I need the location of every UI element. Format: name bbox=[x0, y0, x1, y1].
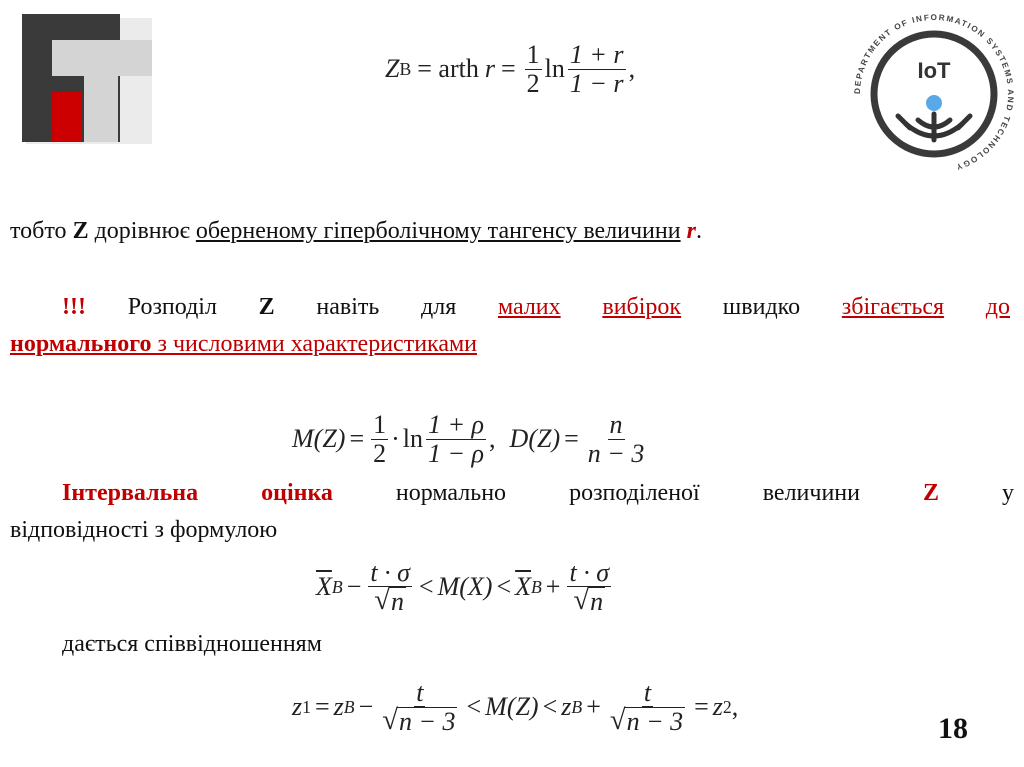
svg-text:IoT: IoT bbox=[917, 58, 951, 83]
text-para-interval-line2: відповідності з формулою bbox=[10, 517, 278, 543]
page-number: 18 bbox=[938, 712, 968, 745]
svg-text:DEPARTMENT OF INFORMATION SYST: DEPARTMENT OF INFORMATION SYSTEMS AND TECHNOLOGY bbox=[852, 12, 1016, 172]
formula-moments: M(Z) = $\frac{1}{2}$ · ln $\frac{1 + \rho}{1 - \rho}$ , D(Z) = $\frac{n}{n - 3}$ bbox=[292, 410, 645, 468]
text-line-arth-meaning: тобто Z дорівнює оберненому гіперболічному тангенсу величини r. bbox=[10, 218, 702, 244]
text-line-relation: дається співвідношенням bbox=[62, 631, 322, 657]
formula-interval-z: z 1 = z B − t √ n − 3 < M(Z) < z B + t √ n − 3 = z 2 , bbox=[292, 677, 739, 737]
text-para-distribution-line2: нормального з числовими характеристиками bbox=[10, 331, 478, 357]
formula-arth: Z B = arth r = $\frac{1}{2}$ ln $\frac{1 + r}{1 - r}$ , bbox=[385, 40, 636, 98]
formula-interval-x: $\overline{X}$ B − t · σ √ n < M(X) < $\overline{X}$ B + t · σ √ n bbox=[316, 557, 610, 617]
text-para-interval-line1: Інтервальна оцінка нормально розподіленої величини Z у bbox=[62, 480, 1014, 506]
text-para-distribution-line1: !!! Розподіл Z навіть для малих вибірок швидко збігається до bbox=[62, 294, 1010, 320]
iot-department-logo bbox=[848, 8, 1020, 180]
ft-logo bbox=[22, 14, 154, 146]
